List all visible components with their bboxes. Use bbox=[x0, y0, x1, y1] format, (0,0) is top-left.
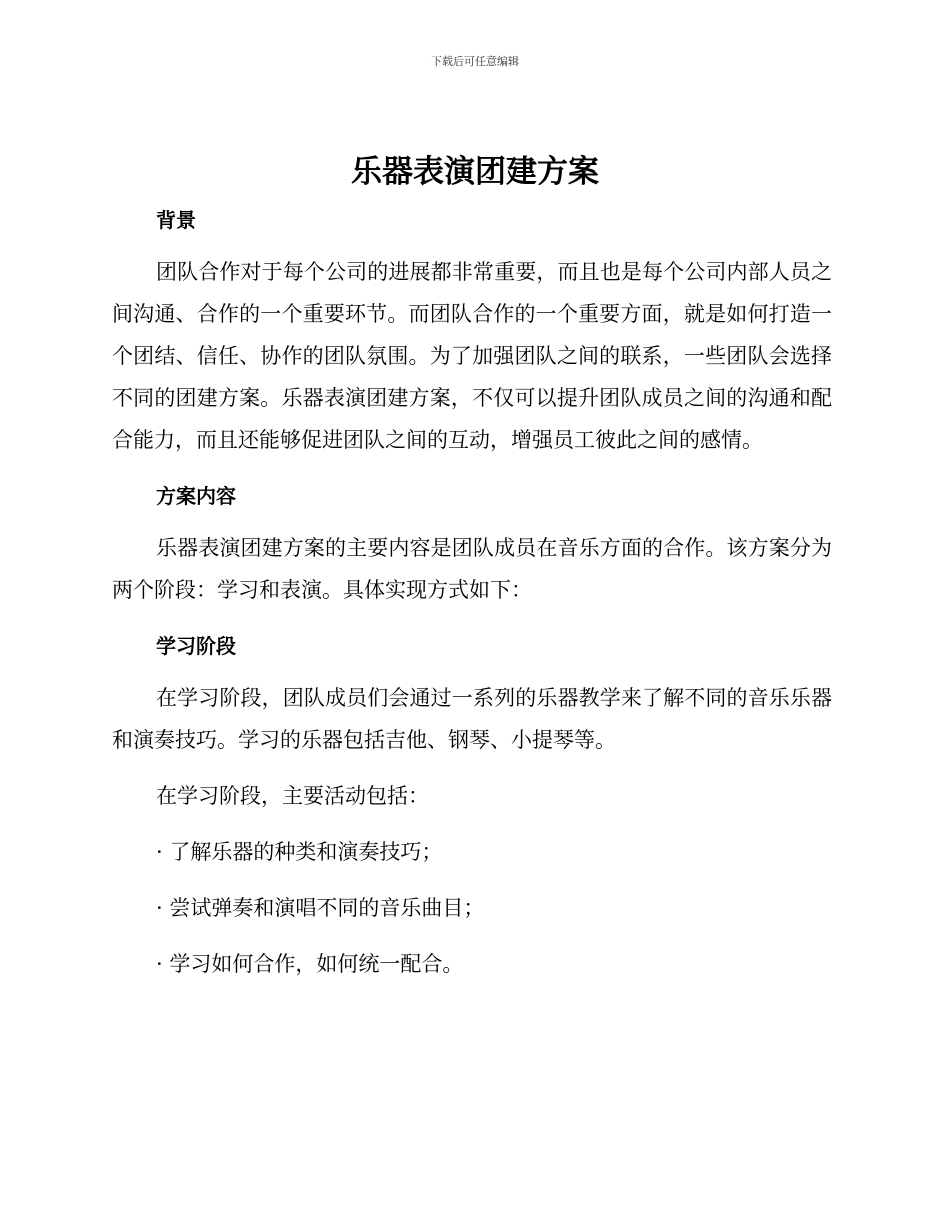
paragraph-learning-2: 在学习阶段，主要活动包括： bbox=[156, 784, 429, 808]
section-heading-content: 方案内容 bbox=[156, 484, 236, 508]
list-item: · 学习如何合作，如何统一配合。 bbox=[156, 952, 464, 976]
page-header-note: 下载后可任意编辑 bbox=[431, 55, 519, 68]
paragraph-content: 乐器表演团建方案的主要内容是团队成员在音乐方面的合作。该方案分为两个阶段：学习和表演。具体实现方式如下： bbox=[112, 536, 832, 602]
section-heading-background: 背景 bbox=[156, 208, 196, 232]
list-item: · 了解乐器的种类和演奏技巧； bbox=[156, 840, 443, 864]
paragraph-background: 团队合作对于每个公司的进展都非常重要，而且也是每个公司内部人员之间沟通、合作的一个重要环节。而团队合作的一个重要方面，就是如何打造一个团结、信任、协作的团队氛围。为了加强团队之间的联系，一些团队会选择不同的团建方案。乐器表演团建方案，不仅可以提升团队成员之间的沟通和配合能力，而且还能够促进团队之间的互动，增强员工彼此之间的感情。 bbox=[112, 260, 832, 452]
list-item: · 尝试弹奏和演唱不同的音乐曲目； bbox=[156, 896, 485, 920]
section-heading-learning: 学习阶段 bbox=[156, 634, 236, 658]
paragraph-learning-1: 在学习阶段，团队成员们会通过一系列的乐器教学来了解不同的音乐乐器和演奏技巧。学习的乐器包括吉他、钢琴、小提琴等。 bbox=[112, 686, 832, 752]
section-content bbox=[112, 479, 832, 611]
section-background bbox=[112, 203, 832, 461]
section-learning bbox=[112, 629, 832, 985]
document-title: 乐器表演团建方案 bbox=[351, 154, 599, 190]
document-body bbox=[112, 203, 832, 985]
